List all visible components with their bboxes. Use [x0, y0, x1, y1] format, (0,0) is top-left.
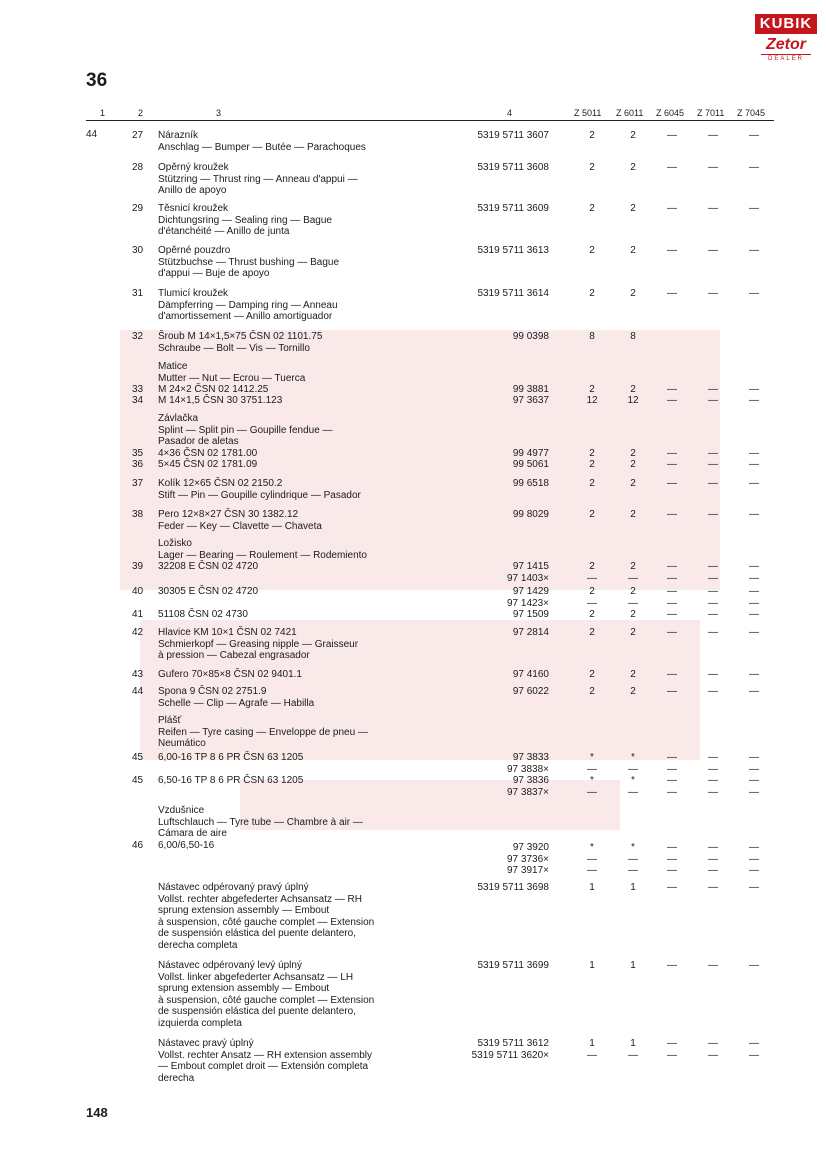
- qty-z7045: —: [749, 752, 759, 763]
- qty-z7045: —: [749, 853, 759, 865]
- qty-z7045: —: [749, 509, 759, 520]
- qty-z6011: 2: [630, 669, 636, 680]
- item-description: M 14×1,5 ČSN 30 3751.123: [158, 395, 283, 406]
- qty-z7011: —: [708, 597, 718, 609]
- item-description: à suspension, côté gauche complet — Extension: [158, 916, 375, 928]
- part-number: 97 3736×: [507, 853, 549, 865]
- item-description: sprung extension assembly — Embout: [158, 905, 330, 916]
- qty-z6011: 2: [630, 130, 636, 141]
- item-description: izquierda completa: [158, 1017, 242, 1029]
- part-number: 99 3881: [512, 384, 549, 395]
- qty-z7011: —: [708, 245, 718, 256]
- item-description: Dämpferring — Damping ring — Anneau: [158, 299, 338, 311]
- item-description: Lager — Bearing — Roulement — Rodemiento: [158, 549, 367, 561]
- item-number: 43: [132, 669, 144, 680]
- qty-z7011: —: [708, 1038, 718, 1049]
- part-number: 97 1415: [512, 561, 549, 572]
- item-description: Spona 9 ČSN 02 2751.9: [158, 686, 267, 697]
- qty-z7045: —: [749, 395, 759, 406]
- item-description: — Embout complet droit — Extensión completa: [158, 1061, 369, 1072]
- qty-z6011: —: [628, 763, 638, 775]
- qty-z6011: 2: [630, 586, 636, 597]
- qty-z6045: —: [667, 1049, 677, 1061]
- qty-z7045: —: [749, 130, 759, 141]
- qty-z7045: —: [749, 162, 759, 173]
- qty-z7045: —: [749, 865, 759, 876]
- qty-z6011: 1: [630, 1038, 636, 1049]
- kubik-zetor-logo: KUBIK Zetor DEALER: [755, 14, 817, 68]
- item-description: à suspension, côté gauche complet — Extension: [158, 994, 375, 1006]
- qty-z7011: —: [708, 669, 718, 680]
- page-number-top: 36: [86, 70, 108, 91]
- part-number: 97 1403×: [507, 572, 549, 584]
- item-description: Ložisko: [158, 538, 192, 549]
- qty-z6045: —: [667, 752, 677, 763]
- qty-z6045: —: [667, 686, 677, 697]
- qty-z5011: 2: [589, 669, 595, 680]
- part-number: 97 3917×: [507, 865, 549, 876]
- qty-z7045: —: [749, 1049, 759, 1061]
- qty-z7011: —: [708, 865, 718, 876]
- part-number: 5319 5711 3614: [477, 288, 549, 299]
- qty-z5011: 8: [589, 331, 595, 342]
- qty-z6045: —: [667, 865, 677, 876]
- item-description: Schelle — Clip — Agrafe — Habilla: [158, 697, 315, 709]
- item-number: 33: [132, 384, 144, 395]
- item-number: 41: [132, 609, 144, 620]
- qty-z6045: —: [667, 478, 677, 489]
- item-description: Nárazník: [158, 130, 199, 141]
- qty-z7011: —: [708, 853, 718, 865]
- qty-z7045: —: [749, 448, 759, 459]
- qty-z7045: —: [749, 459, 759, 470]
- header-model-5: Z 7045: [737, 108, 766, 118]
- qty-z5011: 2: [589, 686, 595, 697]
- item-description: Vollst. rechter Ansatz — RH extension assembly: [158, 1049, 372, 1061]
- qty-z6045: —: [667, 162, 677, 173]
- item-description: d'amortissement — Anillo amortiguador: [158, 311, 333, 322]
- item-description: Gufero 70×85×8 ČSN 02 9401.1: [158, 669, 302, 680]
- item-number: 36: [132, 459, 144, 470]
- qty-z6011: 8: [630, 331, 636, 342]
- qty-z7011: —: [708, 882, 718, 893]
- item-number: 31: [132, 288, 144, 299]
- qty-z7011: —: [708, 509, 718, 520]
- qty-z6011: 2: [630, 478, 636, 489]
- item-number: 40: [132, 586, 144, 597]
- qty-z7011: —: [708, 960, 718, 971]
- qty-z5011: —: [587, 597, 597, 609]
- item-description: Mutter — Nut — Ecrou — Tuerca: [158, 372, 306, 384]
- part-number: 97 3920: [512, 842, 549, 853]
- part-number: 5319 5711 3608: [477, 162, 549, 173]
- item-description: Stützbuchse — Thrust bushing — Bague: [158, 256, 340, 268]
- item-number: 35: [132, 448, 144, 459]
- item-description: Šroub M 14×1,5×75 ČSN 02 1101.75: [158, 331, 323, 342]
- qty-z7045: —: [749, 561, 759, 572]
- item-description: d'étanchéité — Anillo de junta: [158, 226, 290, 237]
- qty-z7045: —: [749, 686, 759, 697]
- qty-z7011: —: [708, 288, 718, 299]
- item-description: Luftschlauch — Tyre tube — Chambre à air —: [158, 816, 363, 828]
- qty-z6011: —: [628, 1049, 638, 1061]
- item-description: 32208 E ČSN 02 4720: [158, 561, 259, 572]
- qty-z6045: —: [667, 130, 677, 141]
- qty-z6011: 2: [630, 162, 636, 173]
- header-divider: [86, 120, 774, 121]
- qty-z7045: —: [749, 775, 759, 786]
- qty-z5011: 2: [589, 478, 595, 489]
- qty-z7045: —: [749, 627, 759, 638]
- item-description: 6,00/6,50-16: [158, 840, 215, 851]
- qty-z5011: —: [587, 572, 597, 584]
- part-number: 99 5061: [512, 459, 549, 470]
- item-description: 4×36 ČSN 02 1781.00: [158, 448, 258, 459]
- qty-z5011: 1: [589, 960, 595, 971]
- qty-z6011: —: [628, 572, 638, 584]
- qty-z7011: —: [708, 448, 718, 459]
- item-description: Dichtungsring — Sealing ring — Bague: [158, 214, 332, 226]
- qty-z6011: 1: [630, 960, 636, 971]
- item-description: derecha completa: [158, 939, 238, 951]
- qty-z6045: —: [667, 561, 677, 572]
- part-number: 5319 5711 3620×: [471, 1049, 549, 1061]
- header-col-2: 2: [138, 108, 144, 118]
- part-number: 97 1509: [512, 609, 549, 620]
- qty-z6045: —: [667, 245, 677, 256]
- item-description: Anschlag — Bumper — Butée — Parachoques: [158, 141, 366, 153]
- item-description: Závlačka: [158, 413, 199, 424]
- qty-z5011: 2: [589, 384, 595, 395]
- qty-z7011: —: [708, 842, 718, 853]
- item-description: de suspensión elástica del puente delantero,: [158, 1006, 356, 1017]
- qty-z7011: —: [708, 752, 718, 763]
- item-description: Splint — Split pin — Goupille fendue —: [158, 424, 333, 436]
- part-number: 5319 5711 3613: [477, 245, 549, 256]
- qty-z6011: 2: [630, 509, 636, 520]
- qty-z7045: —: [749, 960, 759, 971]
- part-number: 99 4977: [512, 448, 549, 459]
- qty-z5011: 2: [589, 288, 595, 299]
- item-description: 6,50-16 TP 8 6 PR ČSN 63 1205: [158, 775, 304, 786]
- header-col-1: 1: [100, 108, 106, 118]
- header-col-3: 3: [216, 108, 222, 118]
- qty-z5011: 2: [589, 609, 595, 620]
- qty-z6045: —: [667, 627, 677, 638]
- table-header: [86, 108, 776, 120]
- qty-z5011: —: [587, 786, 597, 798]
- qty-z6045: —: [667, 203, 677, 214]
- qty-z6045: —: [667, 853, 677, 865]
- item-number: 42: [132, 627, 144, 638]
- qty-z6011: *: [631, 775, 635, 786]
- item-description: Anillo de apoyo: [158, 185, 227, 196]
- part-number: 5319 5711 3612: [477, 1038, 549, 1049]
- qty-z6045: —: [667, 288, 677, 299]
- part-number: 5319 5711 3699: [477, 960, 549, 971]
- item-number: 39: [132, 561, 144, 572]
- item-description: Vollst. linker abgefederter Achsansatz — LH: [158, 971, 354, 983]
- qty-z5011: *: [590, 842, 594, 853]
- part-number: 97 3838×: [507, 763, 549, 775]
- item-description: Matice: [158, 361, 188, 372]
- qty-z5011: —: [587, 763, 597, 775]
- item-description: Tlumicí kroužek: [158, 288, 229, 299]
- item-description: Nástavec odpérovaný levý úplný: [158, 960, 302, 971]
- item-description: sprung extension assembly — Embout: [158, 983, 330, 994]
- item-description: derecha: [158, 1072, 195, 1084]
- item-description: Pasador de aletas: [158, 436, 239, 447]
- qty-z5011: 2: [589, 586, 595, 597]
- item-description: à pression — Cabezal engrasador: [158, 650, 310, 661]
- item-description: 6,00-16 TP 8 6 PR ČSN 63 1205: [158, 752, 304, 763]
- item-description: Schraube — Bolt — Vis — Tornillo: [158, 342, 310, 354]
- qty-z6045: —: [667, 384, 677, 395]
- qty-z5011: 2: [589, 245, 595, 256]
- item-description: Pero 12×8×27 ČSN 30 1382.12: [158, 509, 299, 520]
- qty-z7011: —: [708, 763, 718, 775]
- qty-z6011: 2: [630, 459, 636, 470]
- qty-z6045: —: [667, 775, 677, 786]
- qty-z5011: 1: [589, 882, 595, 893]
- qty-z6011: 2: [630, 627, 636, 638]
- item-number: 27: [132, 130, 144, 141]
- item-description: Vzdušnice: [158, 805, 205, 816]
- item-description: Vollst. rechter abgefederter Achsansatz — RH: [158, 893, 362, 905]
- qty-z7045: —: [749, 669, 759, 680]
- item-description: d'appui — Buje de apoyo: [158, 268, 270, 279]
- header-model-2: Z 6011: [616, 108, 644, 118]
- qty-z6045: —: [667, 960, 677, 971]
- qty-z5011: —: [587, 853, 597, 865]
- item-description: M 24×2 ČSN 02 1412.25: [158, 384, 269, 395]
- qty-z6045: —: [667, 1038, 677, 1049]
- qty-z7011: —: [708, 203, 718, 214]
- qty-z6011: 2: [630, 288, 636, 299]
- item-number: 45: [132, 775, 144, 786]
- qty-z5011: 2: [589, 130, 595, 141]
- qty-z7045: —: [749, 1038, 759, 1049]
- part-number: 97 1423×: [507, 597, 549, 609]
- qty-z5011: 12: [586, 395, 598, 406]
- part-number: 5319 5711 3609: [477, 203, 549, 214]
- qty-z7011: —: [708, 572, 718, 584]
- qty-z6045: —: [667, 609, 677, 620]
- qty-z6011: *: [631, 842, 635, 853]
- item-number: 44: [132, 686, 144, 697]
- qty-z5011: 2: [589, 627, 595, 638]
- qty-z6011: 1: [630, 882, 636, 893]
- item-description: Reifen — Tyre casing — Enveloppe de pneu —: [158, 726, 368, 738]
- qty-z6011: 2: [630, 384, 636, 395]
- qty-z5011: 2: [589, 561, 595, 572]
- item-number: 45: [132, 752, 144, 763]
- item-description: 30305 E ČSN 02 4720: [158, 586, 259, 597]
- qty-z5011: *: [590, 775, 594, 786]
- qty-z6011: 12: [627, 395, 639, 406]
- qty-z6045: —: [667, 395, 677, 406]
- qty-z7011: —: [708, 384, 718, 395]
- item-description: Opěrný kroužek: [158, 162, 229, 173]
- qty-z7011: —: [708, 786, 718, 798]
- part-number: 5319 5711 3698: [477, 882, 549, 893]
- item-description: 51108 ČSN 02 4730: [158, 609, 248, 620]
- qty-z6045: —: [667, 669, 677, 680]
- qty-z6045: —: [667, 786, 677, 798]
- part-number: 97 2814: [512, 627, 549, 638]
- item-description: Cámara de aire: [158, 828, 227, 839]
- item-description: Kolík 12×65 ČSN 02 2150.2: [158, 478, 283, 489]
- header-model-4: Z 7011: [697, 108, 725, 118]
- qty-z7011: —: [708, 609, 718, 620]
- item-description: Nástavec pravý úplný: [158, 1038, 254, 1049]
- part-number: 97 3833: [512, 752, 549, 763]
- item-number: 37: [132, 478, 144, 489]
- qty-z7011: —: [708, 478, 718, 489]
- qty-z6045: —: [667, 763, 677, 775]
- item-description: de suspensión elástica del puente delantero,: [158, 928, 356, 939]
- qty-z5011: —: [587, 865, 597, 876]
- part-number: 97 6022: [512, 686, 549, 697]
- item-number: 30: [132, 245, 144, 256]
- qty-z7011: —: [708, 1049, 718, 1061]
- qty-z6045: —: [667, 459, 677, 470]
- qty-z5011: 1: [589, 1038, 595, 1049]
- qty-z6045: —: [667, 882, 677, 893]
- qty-z5011: 2: [589, 509, 595, 520]
- qty-z5011: 2: [589, 203, 595, 214]
- qty-z6011: —: [628, 597, 638, 609]
- part-number: 99 0398: [512, 331, 549, 342]
- page-number-bottom: 148: [86, 1105, 108, 1120]
- qty-z6011: 2: [630, 561, 636, 572]
- qty-z6045: —: [667, 586, 677, 597]
- group-number: 44: [86, 129, 98, 140]
- qty-z5011: *: [590, 752, 594, 763]
- qty-z7045: —: [749, 882, 759, 893]
- qty-z6011: —: [628, 853, 638, 865]
- qty-z5011: 2: [589, 162, 595, 173]
- qty-z6011: 2: [630, 203, 636, 214]
- part-number: 5319 5711 3607: [477, 130, 549, 141]
- item-number: 34: [132, 395, 144, 406]
- part-number: 97 3836: [512, 775, 549, 786]
- qty-z6045: —: [667, 509, 677, 520]
- qty-z6045: —: [667, 572, 677, 584]
- qty-z7045: —: [749, 586, 759, 597]
- item-description: Stift — Pin — Goupille cylindrique — Pasador: [158, 489, 361, 501]
- qty-z6011: 2: [630, 686, 636, 697]
- qty-z5011: —: [587, 1049, 597, 1061]
- item-number: 38: [132, 509, 144, 520]
- qty-z7045: —: [749, 763, 759, 775]
- qty-z7045: —: [749, 572, 759, 584]
- qty-z7011: —: [708, 130, 718, 141]
- item-description: Feder — Key — Clavette — Chaveta: [158, 520, 322, 532]
- qty-z7045: —: [749, 245, 759, 256]
- part-number: 97 3637: [512, 395, 549, 406]
- part-number: 97 1429: [512, 586, 549, 597]
- qty-z7011: —: [708, 395, 718, 406]
- item-description: Stützring — Thrust ring — Anneau d'appui —: [158, 173, 358, 185]
- qty-z7045: —: [749, 203, 759, 214]
- item-description: Hlavice KM 10×1 ČSN 02 7421: [158, 627, 297, 638]
- part-number: 97 4160: [512, 669, 549, 680]
- item-number: 32: [132, 331, 144, 342]
- qty-z6045: —: [667, 448, 677, 459]
- qty-z5011: 2: [589, 459, 595, 470]
- qty-z7011: —: [708, 459, 718, 470]
- qty-z7045: —: [749, 384, 759, 395]
- part-number: 99 6518: [512, 478, 549, 489]
- item-description: Plášť: [158, 715, 182, 726]
- item-description: Schmierkopf — Greasing nipple — Graisseur: [158, 638, 359, 650]
- qty-z7045: —: [749, 842, 759, 853]
- part-number: 99 8029: [512, 509, 549, 520]
- qty-z6011: 2: [630, 448, 636, 459]
- item-number: 28: [132, 162, 144, 173]
- part-number: 97 3837×: [507, 786, 549, 798]
- qty-z7011: —: [708, 627, 718, 638]
- qty-z7011: —: [708, 686, 718, 697]
- qty-z7011: —: [708, 162, 718, 173]
- qty-z6011: 2: [630, 609, 636, 620]
- qty-z7011: —: [708, 775, 718, 786]
- qty-z6045: —: [667, 842, 677, 853]
- header-model-3: Z 6045: [656, 108, 685, 118]
- item-number: 46: [132, 840, 144, 851]
- item-description: Nástavec odpérovaný pravý úplný: [158, 882, 309, 893]
- qty-z7045: —: [749, 478, 759, 489]
- header-model-1: Z 5011: [574, 108, 602, 118]
- qty-z6011: 2: [630, 245, 636, 256]
- qty-z6011: —: [628, 865, 638, 876]
- qty-z7011: —: [708, 561, 718, 572]
- qty-z5011: 2: [589, 448, 595, 459]
- qty-z6011: —: [628, 786, 638, 798]
- qty-z6045: —: [667, 597, 677, 609]
- qty-z7045: —: [749, 609, 759, 620]
- item-description: Těsnicí kroužek: [158, 203, 229, 214]
- header-col-4: 4: [507, 108, 513, 118]
- item-description: Neumático: [158, 738, 206, 749]
- item-description: 5×45 ČSN 02 1781.09: [158, 459, 258, 470]
- item-description: Opěrné pouzdro: [158, 245, 231, 256]
- qty-z7011: —: [708, 586, 718, 597]
- qty-z7045: —: [749, 288, 759, 299]
- qty-z7045: —: [749, 597, 759, 609]
- item-number: 29: [132, 203, 144, 214]
- qty-z6011: *: [631, 752, 635, 763]
- qty-z7045: —: [749, 786, 759, 798]
